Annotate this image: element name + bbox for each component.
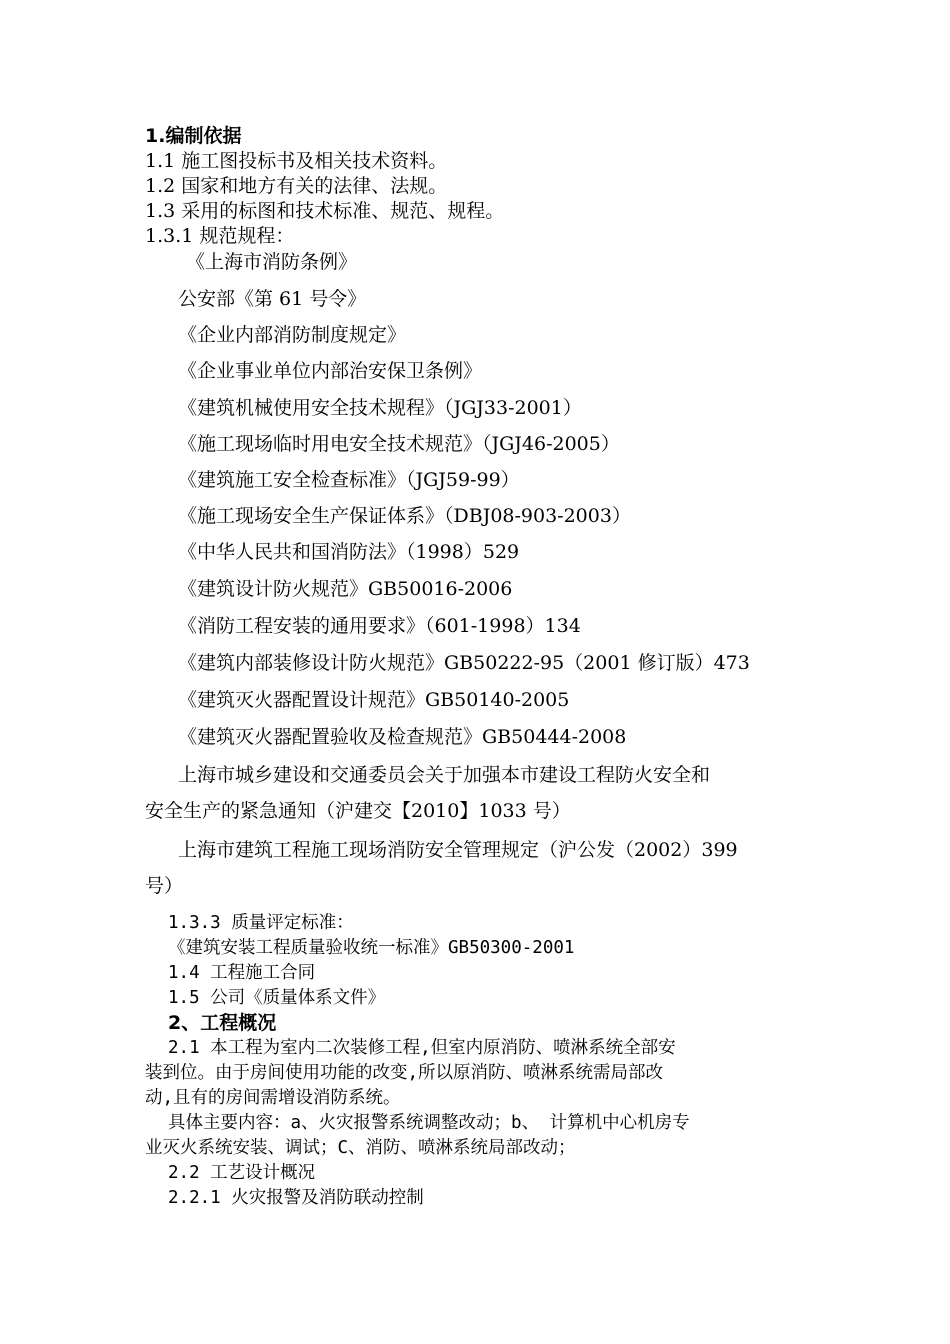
regulation-item: 《建筑机械使用安全技术规程》（JGJ33-2001） (178, 397, 582, 419)
item-1-5: 1.5 公司《质量体系文件》 (168, 988, 386, 1008)
section-1-heading: 1.编制依据 (145, 125, 242, 147)
item-1-3-3: 1.3.3 质量评定标准： (168, 913, 354, 933)
regulation-item: 《中华人民共和国消防法》（1998）529 (178, 541, 520, 563)
regulation-item: 《建筑灭火器配置设计规范》GB50140-2005 (178, 689, 570, 711)
rule-line-1: 上海市建筑工程施工现场消防安全管理规定（沪公发（2002）399 (178, 839, 738, 861)
regulation-item: 《施工现场安全生产保证体系》（DBJ08-903-2003） (178, 505, 631, 527)
regulation-item: 《施工现场临时用电安全技术规范》（JGJ46-2005） (178, 433, 620, 455)
para-2-1-line-3: 动,且有的房间需增设消防系统。 (145, 1088, 401, 1108)
item-1-3-1: 1.3.1 规范规程： (145, 225, 295, 247)
notice-line-2: 安全生产的紧急通知（沪建交【2010】1033 号） (145, 800, 571, 822)
regulation-item: 《建筑设计防火规范》GB50016-2006 (178, 578, 513, 600)
item-1-4: 1.4 工程施工合同 (168, 963, 316, 983)
section-2-heading: 2、工程概况 (168, 1012, 277, 1034)
item-2-2-1: 2.2.1 火灾报警及消防联动控制 (168, 1188, 424, 1208)
content-line-2: 业灭火系统安装、调试；C、消防、喷淋系统局部改动； (145, 1138, 576, 1158)
quality-standard: 《建筑安装工程质量验收统一标准》GB50300-2001 (168, 938, 575, 958)
item-1-1: 1.1 施工图投标书及相关技术资料。 (145, 150, 448, 172)
rule-line-2: 号） (145, 875, 184, 897)
item-1-3: 1.3 采用的标图和技术标准、规范、规程。 (145, 200, 505, 222)
item-1-2: 1.2 国家和地方有关的法律、法规。 (145, 175, 448, 197)
regulation-item: 《建筑内部装修设计防火规范》GB50222-95（2001 修订版）473 (178, 652, 750, 674)
item-2-2: 2.2 工艺设计概况 (168, 1163, 316, 1183)
regulation-item: 《建筑灭火器配置验收及检查规范》GB50444-2008 (178, 726, 627, 748)
regulation-item: 《上海市消防条例》 (186, 251, 358, 273)
regulation-item: 《企业内部消防制度规定》 (178, 324, 407, 346)
regulation-item: 《建筑施工安全检查标准》（JGJ59-99） (178, 469, 520, 491)
para-2-1-line-1: 2.1 本工程为室内二次装修工程,但室内原消防、喷淋系统全部安 (168, 1038, 676, 1058)
regulation-item: 《企业事业单位内部治安保卫条例》 (178, 360, 483, 382)
regulation-item: 《消防工程安装的通用要求》（601-1998）134 (178, 615, 581, 637)
para-2-1-line-2: 装到位。由于房间使用功能的改变,所以原消防、喷淋系统需局部改 (145, 1063, 664, 1083)
content-line-1: 具体主要内容：a、火灾报警系统调整改动；b、 计算机中心机房专 (168, 1113, 690, 1133)
regulation-item: 公安部《第 61 号令》 (178, 288, 367, 310)
notice-line-1: 上海市城乡建设和交通委员会关于加强本市建设工程防火安全和 (178, 764, 711, 786)
